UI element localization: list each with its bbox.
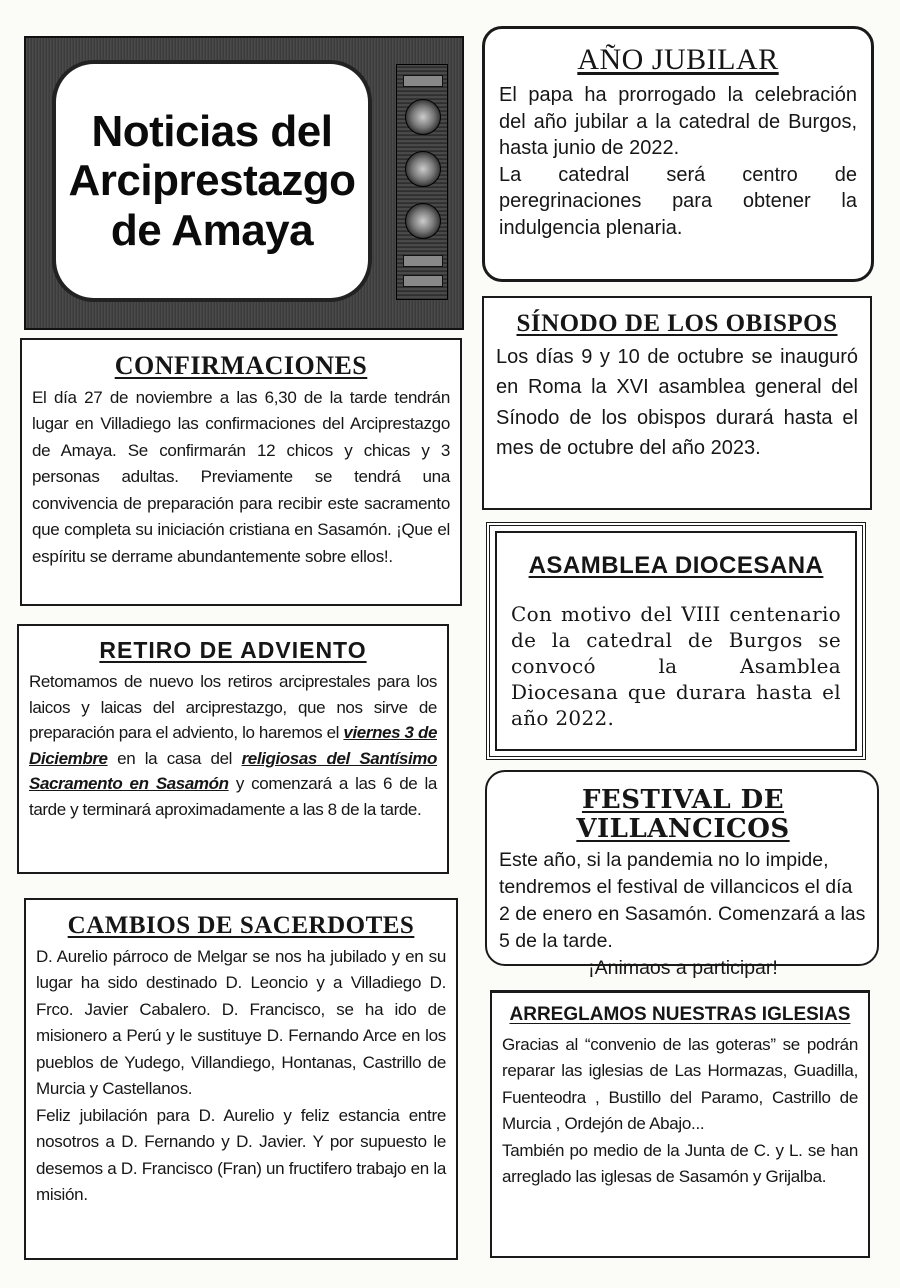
arreglamos-text <box>502 1032 858 1191</box>
retiro-date: viernes 3 de Diciembre <box>29 723 437 768</box>
retiro-text-a: Retomamos de nuevo los retiros arciprestales para los laicos y laicas del arciprestazgo, que nos sirve de preparación para el adviento, lo haremos el <box>29 672 437 743</box>
asamblea-box <box>486 522 866 760</box>
retiro-place: religiosas del Santísimo Sacramento en Sasamón <box>29 748 438 794</box>
retiro-text-b: en la casa del <box>107 748 242 768</box>
tv-header-graphic <box>24 36 464 330</box>
ano-jubilar-title: AÑO JUBILAR <box>577 43 779 76</box>
retiro-text-c: y comenzará a las 6 de la tarde y terminará aproximadamente a las 8 de la tarde. <box>29 774 437 819</box>
retiro-box <box>17 624 449 874</box>
paragraph: Feliz jubilación para D. Aurelio y feliz estancia entre nosotros a D. Fernando y D. Javier. Y por supuesto le desemos a D. Francisco (Fran) un fructifero trabajo en la misión. <box>36 1105 446 1204</box>
cambios-text <box>36 944 446 1209</box>
paragraph: El papa ha prorrogado la celebración del año jubilar a la catedral de Burgos, hasta junio de 2022. <box>499 84 857 159</box>
asamblea-title: ASAMBLEA DIOCESANA <box>528 552 824 579</box>
arreglamos-title: ARREGLAMOS NUESTRAS IGLESIAS <box>509 1004 851 1025</box>
confirmaciones-title: CONFIRMACIONES <box>114 351 368 380</box>
confirmaciones-text: El día 27 de noviembre a las 6,30 de la tarde tendrán lugar en Villadiego las confirmaciones del Arciprestazgo de Amaya. Se confirmarán 12 chicos y chicas y 3 personas adultas. Previamente se tendrá una convivencia de preparación para recibir este sacramento que completa su iniciación cristiana en Sasamón. ¡Que el espíritu se derrame abundantemente sobre ellos!. <box>32 387 450 566</box>
tv-knob-icon <box>405 151 441 187</box>
sinodo-title: SÍNODO DE LOS OBISPOS <box>516 310 838 337</box>
tv-slot-icon <box>403 75 443 87</box>
confirmaciones-box <box>20 338 462 606</box>
arreglamos-box <box>490 990 870 1258</box>
cambios-title: CAMBIOS DE SACERDOTES <box>67 912 415 939</box>
retiro-text <box>29 669 437 822</box>
retiro-title: RETIRO DE ADVIENTO <box>99 637 367 663</box>
cambios-box <box>24 898 458 1260</box>
festival-box <box>485 770 879 980</box>
paragraph: Gracias al “convenio de las goteras” se podrán reparar las iglesias de Las Hormazas, Guadilla, Fuenteodra , Bustillo del Paramo, Castrillo de Murcia , Ordejón de Abajo... <box>502 1034 858 1134</box>
asamblea-text: Con motivo del VIII centenario de la catedral de Burgos se convocó la Asamblea Diocesana que durara hasta el año 2022. <box>511 602 841 731</box>
tv-slot-icon <box>403 275 443 287</box>
tv-slot-icon <box>403 255 443 267</box>
festival-closing: ¡Animaos a participar! <box>588 957 778 980</box>
festival-title: FESTIVAL DE VILLANCICOS <box>576 785 790 844</box>
paragraph: La catedral será centro de peregrinaciones para obtener la indulgencia plenaria. <box>499 163 857 239</box>
sinodo-text: Los días 9 y 10 de octubre se inauguró en Roma la XVI asamblea general del Sínodo de los obispos durará hasta el mes de octubre del año 2023. <box>496 345 858 459</box>
page-title: Noticias del Arciprestazgo de Amaya <box>68 107 356 255</box>
tv-screen <box>56 64 368 298</box>
ano-jubilar-box <box>482 26 874 282</box>
ano-jubilar-text <box>499 82 857 241</box>
tv-knob-icon <box>405 203 441 239</box>
festival-text: Este año, si la pandemia no lo impide, tendremos el festival de villancicos el día 2 de enero en Sasamón. Comenzará a las 5 de la tarde. <box>499 849 866 953</box>
paragraph: También po medio de la Junta de C. y L. se han arreglado las iglesas de Sasamón y Grijalba. <box>502 1140 858 1187</box>
sinodo-box <box>482 296 872 510</box>
asamblea-inner-frame <box>495 531 857 751</box>
paragraph: D. Aurelio párroco de Melgar se nos ha jubilado y en su lugar ha sido destinado D. Leoncio y a Villadiego D. Frco. Javier Cabalero. D. Francisco, se ha ido de misionero a Perú y le sustituye D. Fernando Arce en los pueblos de Yudego, Villandiego, Hontanas, Castrillo de Murcia y Castellanos. <box>36 946 446 1098</box>
tv-knob-icon <box>405 99 441 135</box>
tv-control-panel <box>396 64 448 300</box>
